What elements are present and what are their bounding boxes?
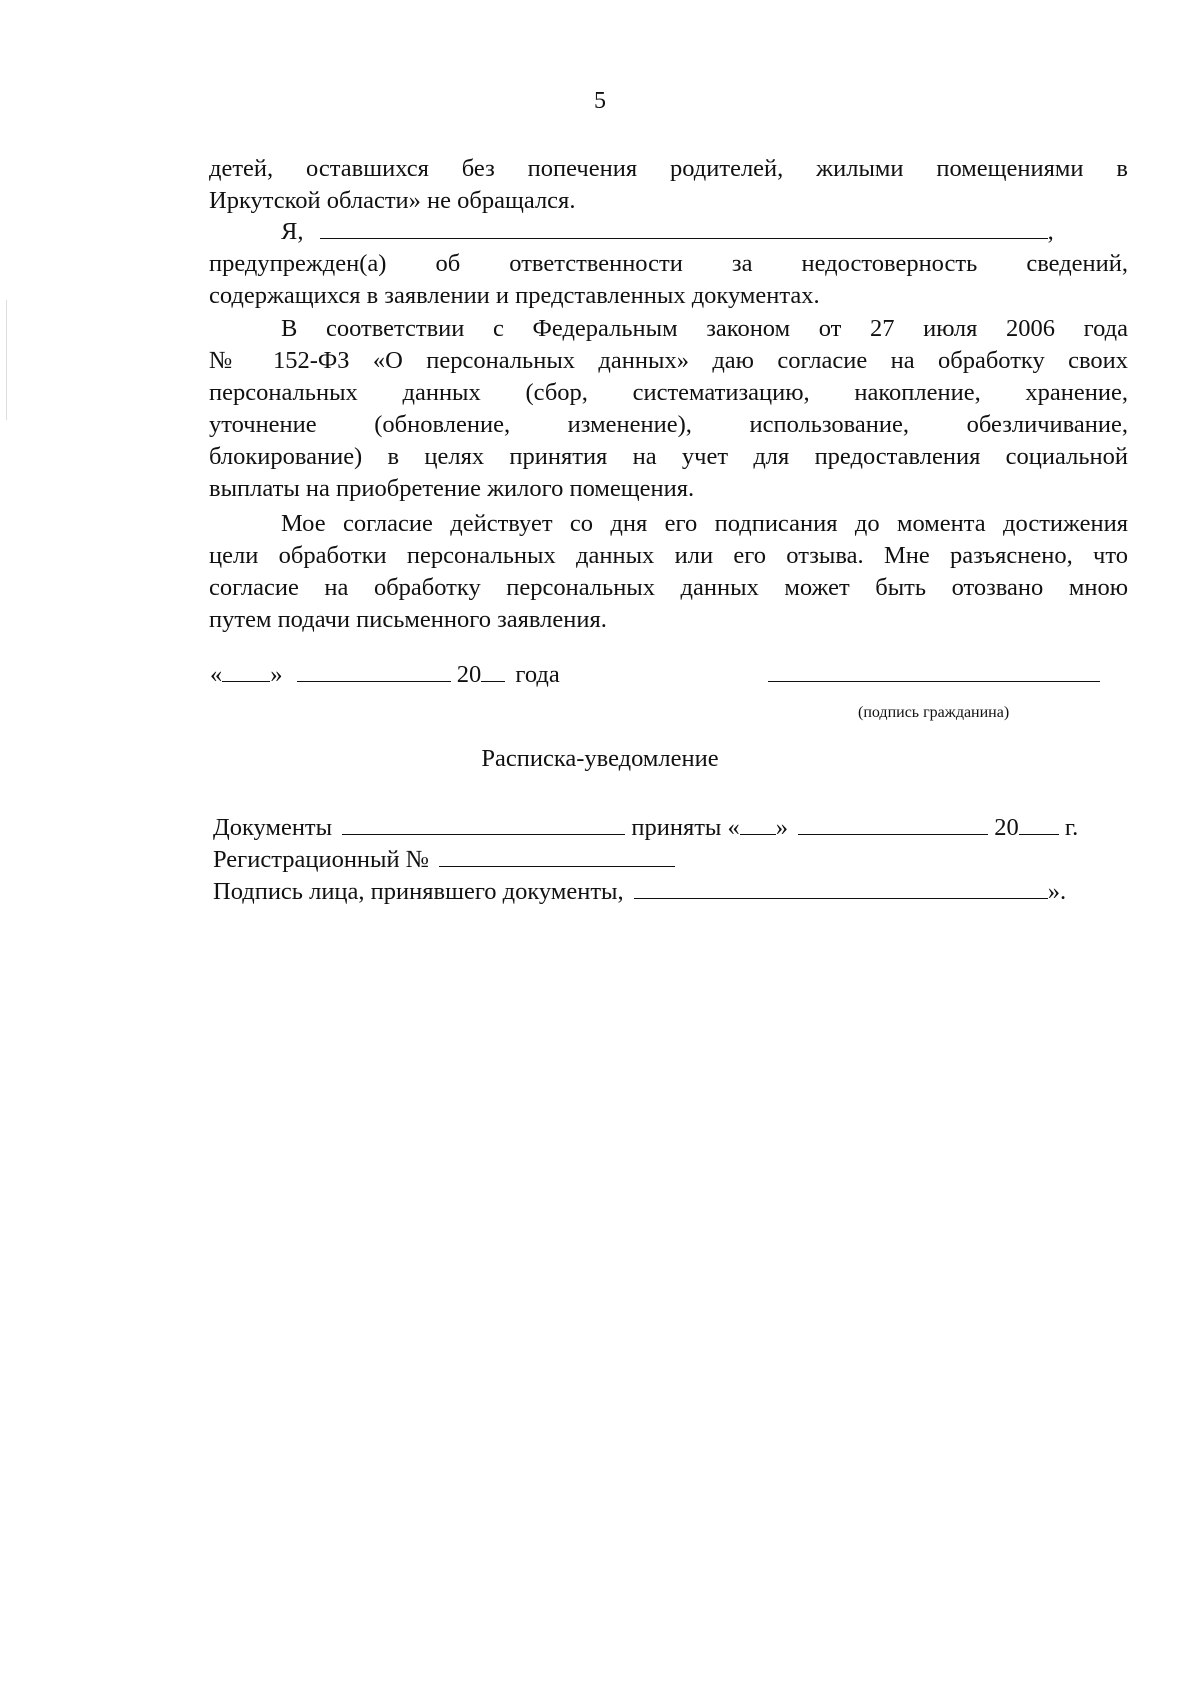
paragraph-line: персональных данных (сбор, систематизацию, накопление, хранение,: [209, 379, 1128, 406]
ya-suffix: ,: [1047, 218, 1054, 245]
paragraph-line: предупрежден(а) об ответственности за недостоверность сведений,: [209, 250, 1128, 277]
accepted-label: приняты «: [631, 814, 740, 841]
paragraph-4: [209, 508, 1128, 636]
accepted-year-suffix: г.: [1064, 814, 1079, 841]
year-word: года: [515, 661, 560, 688]
accepted-day-blank[interactable]: [740, 812, 776, 835]
accepted-close-quote: »: [775, 814, 789, 841]
fullname-blank[interactable]: [320, 216, 1048, 239]
paragraph-line: согласие на обработку персональных данных может быть отозвано мною: [209, 574, 1128, 601]
paragraph-line: детей, оставшихся без попечения родителей, жилыми помещениями в: [209, 155, 1128, 182]
year-blank[interactable]: [481, 659, 505, 682]
open-quote: «: [210, 661, 223, 688]
documents-blank[interactable]: [342, 812, 625, 835]
sign-label: Подпись лица, принявшего документы,: [213, 878, 624, 905]
paragraph-line: выплаты на приобретение жилого помещения.: [209, 475, 695, 502]
paragraph-line: Мое согласие действует со дня его подписания до момента достижения: [281, 510, 1128, 537]
accepted-month-blank[interactable]: [798, 812, 988, 835]
reg-label: Регистрационный №: [213, 846, 430, 873]
paragraph-line: цели обработки персональных данных или его отзыва. Мне разъяснено, что: [209, 542, 1128, 569]
receipt-reg-line: [213, 844, 675, 876]
paragraph-line: блокирование) в целях принятия на учет для предоставления социальной: [209, 443, 1128, 470]
ya-line: [209, 216, 1128, 248]
receipt-sign-line: [213, 876, 1066, 908]
documents-label: Документы: [213, 814, 333, 841]
paragraph-2: [209, 248, 1128, 312]
paragraph-3: [209, 313, 1128, 505]
paragraph-1: [209, 153, 1128, 217]
ya-prefix: Я,: [281, 218, 304, 245]
month-blank[interactable]: [297, 659, 451, 682]
receiver-signature-blank[interactable]: [634, 876, 1048, 899]
paragraph-line: № 152-ФЗ «О персональных данных» даю согласие на обработку своих: [209, 347, 1128, 374]
paragraph-line: В соответствии с Федеральным законом от 27 июля 2006 года: [281, 315, 1128, 342]
paragraph-line: путем подачи письменного заявления.: [209, 606, 607, 633]
reg-number-blank[interactable]: [439, 844, 675, 867]
date-line: [210, 659, 560, 691]
paragraph-line: уточнение (обновление, изменение), использование, обезличивание,: [209, 411, 1128, 438]
paragraph-line: Иркутской области» не обращался.: [209, 187, 576, 214]
signature-blank[interactable]: [768, 659, 1100, 682]
scan-margin-mark: [6, 300, 7, 420]
sign-end: ».: [1047, 878, 1067, 905]
receipt-title: Расписка-уведомление: [481, 745, 719, 772]
accepted-year-blank[interactable]: [1019, 812, 1059, 835]
day-blank[interactable]: [222, 659, 270, 682]
page-number: 5: [594, 88, 606, 114]
close-quote: »: [270, 661, 283, 688]
paragraph-line: содержащихся в заявлении и представленных документах.: [209, 282, 820, 309]
year-prefix: 20: [456, 661, 482, 688]
accepted-year-prefix: 20: [994, 814, 1019, 841]
receipt-documents-line: [213, 812, 1078, 844]
signature-caption: (подпись гражданина): [858, 704, 1010, 721]
signature-field: [768, 659, 1100, 691]
